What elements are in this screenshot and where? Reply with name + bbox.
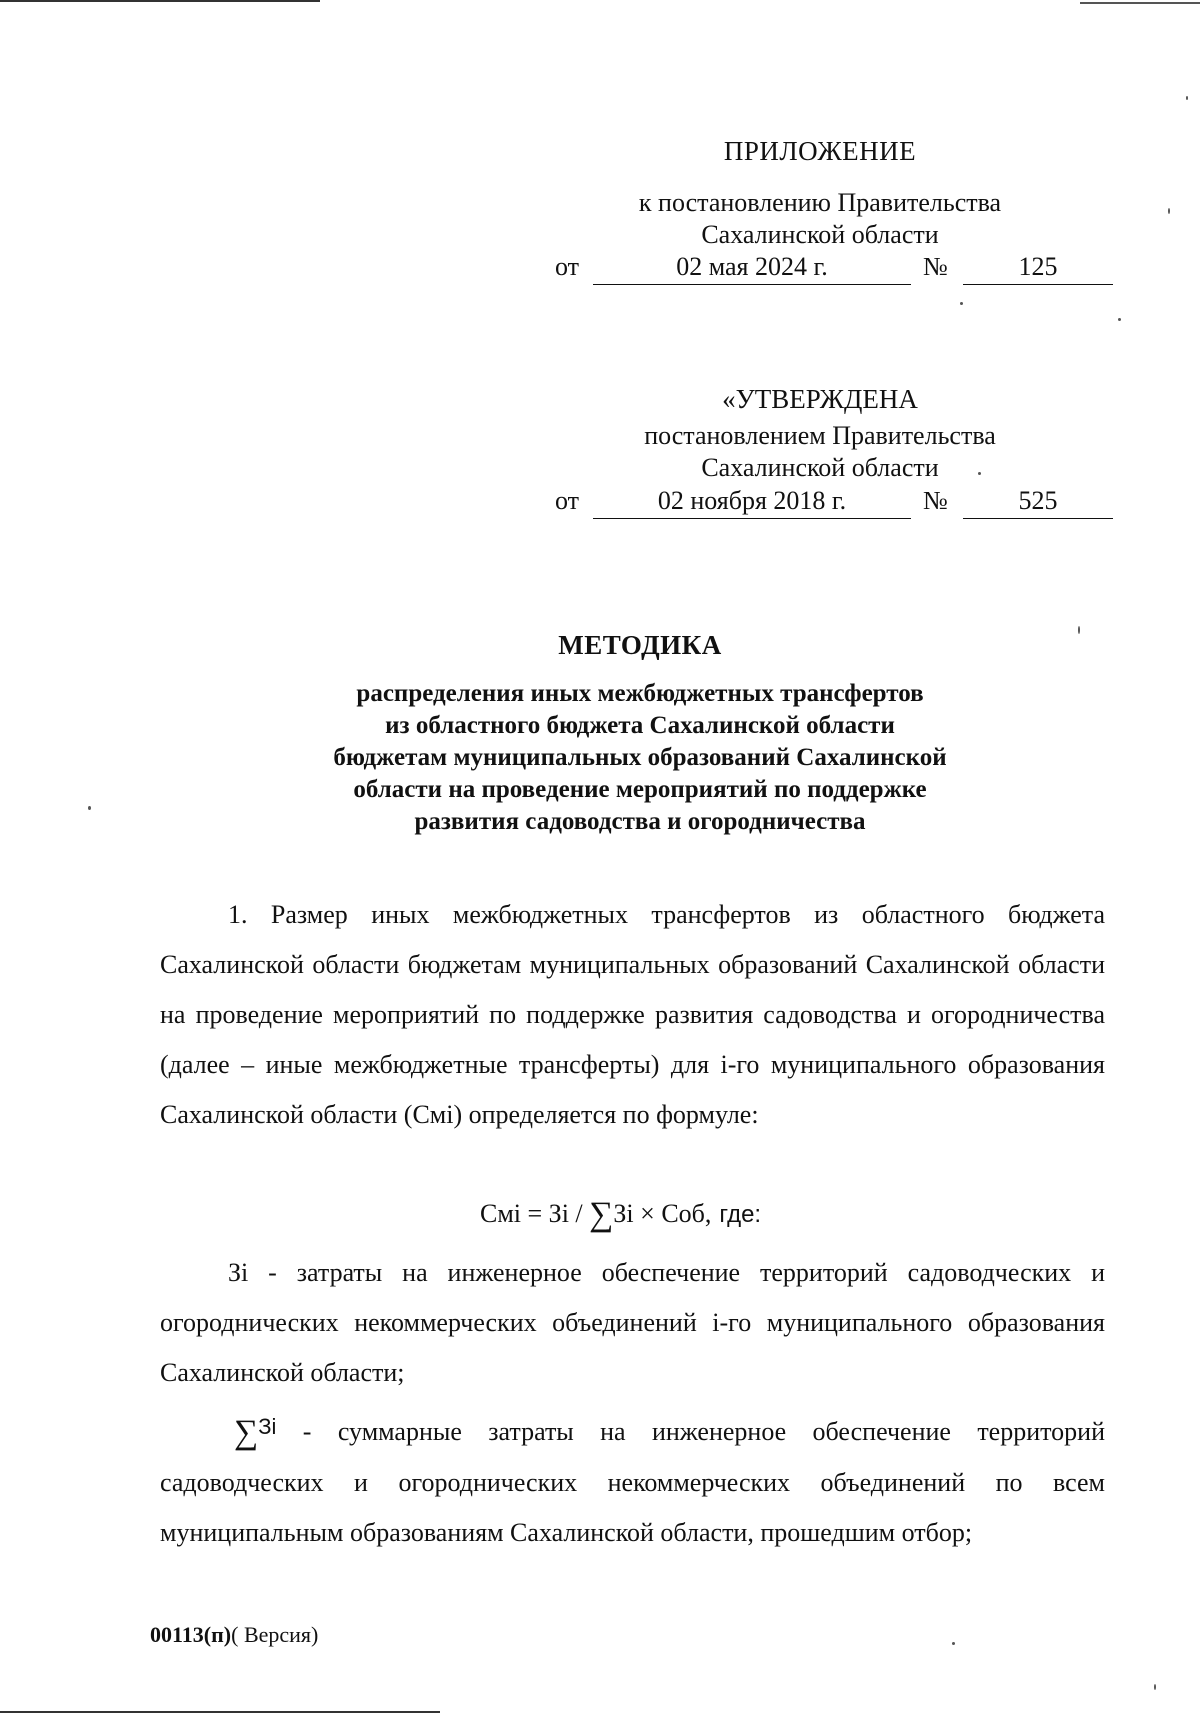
scan-speck [1186,96,1188,100]
subtitle-line: бюджетам муниципальных образований Сахалинской [333,744,947,771]
sigma-icon: ∑ [234,1414,259,1451]
document-title: МЕТОДИКА [558,630,722,660]
date-prefix: от [555,486,580,515]
date-prefix: от [555,252,580,281]
approved-title: «УТВЕРЖДЕНА [722,384,918,414]
paragraph-3 [160,1402,1105,1558]
footer-code: 00113(п) [150,1622,232,1647]
approved-reference-row [555,486,1115,520]
footer-document-code [150,1622,318,1648]
sum-term: Зi [258,1414,277,1439]
formula-right: Зi × Соб, [613,1199,712,1228]
paragraph-1-text: 1. Размер иных межбюджетных трансфертов из областного бюджета Сахалинской области бюджетам муниципальных образований Сахалинской области на проведение мероприятий по поддержке развития садоводства и огородничества (далее – иные межбюджетные трансферты) для i-го муниципального образования Сахалинской области (Смi) определяется по формуле: [160,900,1105,1129]
document-subtitle [240,678,1040,838]
subtitle-line: распределения иных межбюджетных трансфертов [356,680,924,707]
scan-edge-line [0,1711,440,1713]
paragraph-3-text: - суммарные затраты на инженерное обеспечение территорий садоводческих и огороднических некоммерческих объединений по всем муниципальным образованиям Сахалинской области, прошедшим отбор; [160,1417,1105,1547]
scan-speck [978,472,981,475]
paragraph-2 [160,1248,1105,1398]
subtitle-line: развития садоводства и огородничества [414,808,866,835]
appendix-line-1: к постановлению Правительства [638,188,1002,217]
scan-speck [1168,208,1170,214]
appendix-number: 125 [963,252,1113,285]
approved-date: 02 ноября 2018 г. [593,486,911,519]
scan-speck [1154,1684,1156,1690]
appendix-date: 02 мая 2024 г. [593,252,911,285]
appendix-line-2: Сахалинской области [701,220,939,249]
scan-speck [952,1642,955,1645]
footer-version: ( Версия) [231,1622,319,1647]
subtitle-line: из областного бюджета Сахалинской области [385,712,895,739]
number-sign: № [923,486,948,515]
formula [480,1196,761,1234]
appendix-title: ПРИЛОЖЕНИЕ [723,136,917,166]
formula-left: Смi = Зi / [480,1199,590,1228]
approved-line-2: Сахалинской области [701,453,939,482]
scan-speck [1078,626,1080,634]
scan-speck [88,806,91,810]
scan-speck [960,302,963,305]
paragraph-2-text: Зi - затраты на инженерное обеспечение территорий садоводческих и огороднических некоммерческих объединений i-го муниципального образования Сахалинской области; [160,1258,1105,1387]
scan-speck [1118,318,1121,321]
appendix-reference-row [555,252,1115,286]
formula-where: где: [719,1201,762,1228]
approved-line-1: постановлением Правительства [644,421,996,450]
scan-edge-line [0,0,320,2]
paragraph-1 [160,890,1105,1140]
subtitle-line: области на проведение мероприятий по поддержке [353,776,927,803]
scan-edge-line [1080,2,1200,4]
sigma-icon: ∑ [589,1196,614,1233]
approved-number: 525 [963,486,1113,519]
number-sign: № [923,252,948,281]
